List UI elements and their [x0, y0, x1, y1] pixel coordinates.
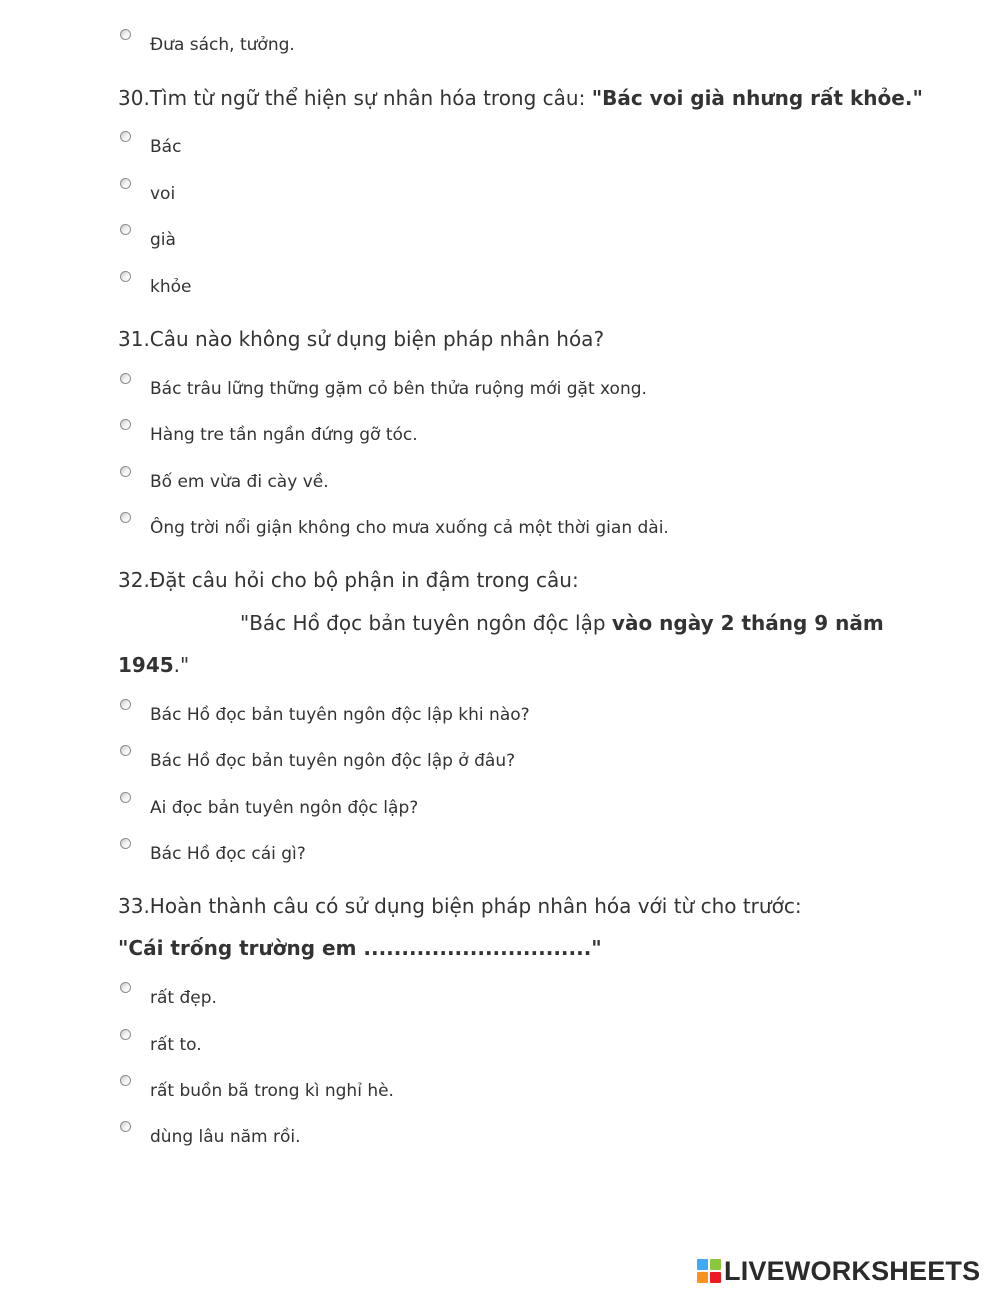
- question-32: [118, 568, 579, 592]
- radio-button[interactable]: [120, 131, 131, 142]
- option-label: rất buồn bã trong kì nghỉ hè.: [150, 1081, 394, 1101]
- logo-square: [697, 1259, 708, 1270]
- question-30: [118, 86, 923, 110]
- radio-button[interactable]: [120, 512, 131, 523]
- sentence-text: "Bác Hồ đọc bản tuyên ngôn độc lập: [240, 611, 612, 635]
- option-label: Bác Hồ đọc bản tuyên ngôn độc lập khi nào?: [150, 705, 530, 725]
- question-text: 32.Đặt câu hỏi cho bộ phận in đậm trong câu:: [118, 568, 579, 592]
- option-label: rất to.: [150, 1035, 202, 1055]
- option-label: Ông trời nổi giận không cho mưa xuống cả một thời gian dài.: [150, 518, 669, 538]
- radio-button[interactable]: [120, 271, 131, 282]
- logo-icon: [697, 1259, 721, 1283]
- radio-button[interactable]: [120, 699, 131, 710]
- option-label: Bác trâu lững thững gặm cỏ bên thửa ruộng mới gặt xong.: [150, 379, 647, 399]
- radio-button[interactable]: [120, 178, 131, 189]
- logo-square: [697, 1272, 708, 1283]
- option-label: dùng lâu năm rồi.: [150, 1127, 301, 1147]
- logo-square: [710, 1272, 721, 1283]
- option-label: Bố em vừa đi cày về.: [150, 472, 329, 492]
- sentence-bold-year: 1945: [118, 653, 174, 677]
- radio-button[interactable]: [120, 29, 131, 40]
- radio-button[interactable]: [120, 224, 131, 235]
- option-label: Ai đọc bản tuyên ngôn độc lập?: [150, 798, 419, 818]
- radio-button[interactable]: [120, 466, 131, 477]
- option-label: rất đẹp.: [150, 988, 217, 1008]
- radio-button[interactable]: [120, 745, 131, 756]
- radio-button[interactable]: [120, 838, 131, 849]
- option-label: Bác Hồ đọc cái gì?: [150, 844, 306, 864]
- radio-button[interactable]: [120, 1121, 131, 1132]
- radio-button[interactable]: [120, 1075, 131, 1086]
- logo-square: [710, 1259, 721, 1270]
- question-text: 30.Tìm từ ngữ thể hiện sự nhân hóa trong câu:: [118, 86, 592, 110]
- sentence-bold: vào ngày 2 tháng 9 năm: [611, 611, 884, 635]
- question-text: 33.Hoàn thành câu có sử dụng biện pháp nhân hóa với từ cho trước:: [118, 894, 802, 918]
- option-label: khỏe: [150, 277, 192, 297]
- option-label: voi: [150, 184, 176, 204]
- option-label: Đưa sách, tưởng.: [150, 35, 295, 55]
- radio-button[interactable]: [120, 1029, 131, 1040]
- radio-button[interactable]: [120, 792, 131, 803]
- logo-text: LIVEWORKSHEETS: [724, 1255, 981, 1286]
- option-label: già: [150, 230, 176, 250]
- question-sentence-end: [118, 653, 189, 677]
- radio-button[interactable]: [120, 419, 131, 430]
- question-sentence: [240, 611, 884, 635]
- radio-button[interactable]: [120, 982, 131, 993]
- prompt-text: "Cái trống trường em ..............................": [118, 936, 602, 960]
- question-text: 31.Câu nào không sử dụng biện pháp nhân hóa?: [118, 327, 605, 351]
- question-quote: "Bác voi già nhưng rất khỏe.": [591, 86, 923, 110]
- liveworksheets-logo: [697, 1256, 980, 1286]
- sentence-end: .": [173, 653, 190, 677]
- question-prompt: [118, 936, 602, 960]
- option-label: Bác Hồ đọc bản tuyên ngôn độc lập ở đâu?: [150, 751, 516, 771]
- question-31: [118, 327, 604, 351]
- question-33: [118, 894, 802, 918]
- radio-button[interactable]: [120, 373, 131, 384]
- option-label: Hàng tre tần ngần đứng gỡ tóc.: [150, 425, 418, 445]
- option-label: Bác: [150, 137, 182, 157]
